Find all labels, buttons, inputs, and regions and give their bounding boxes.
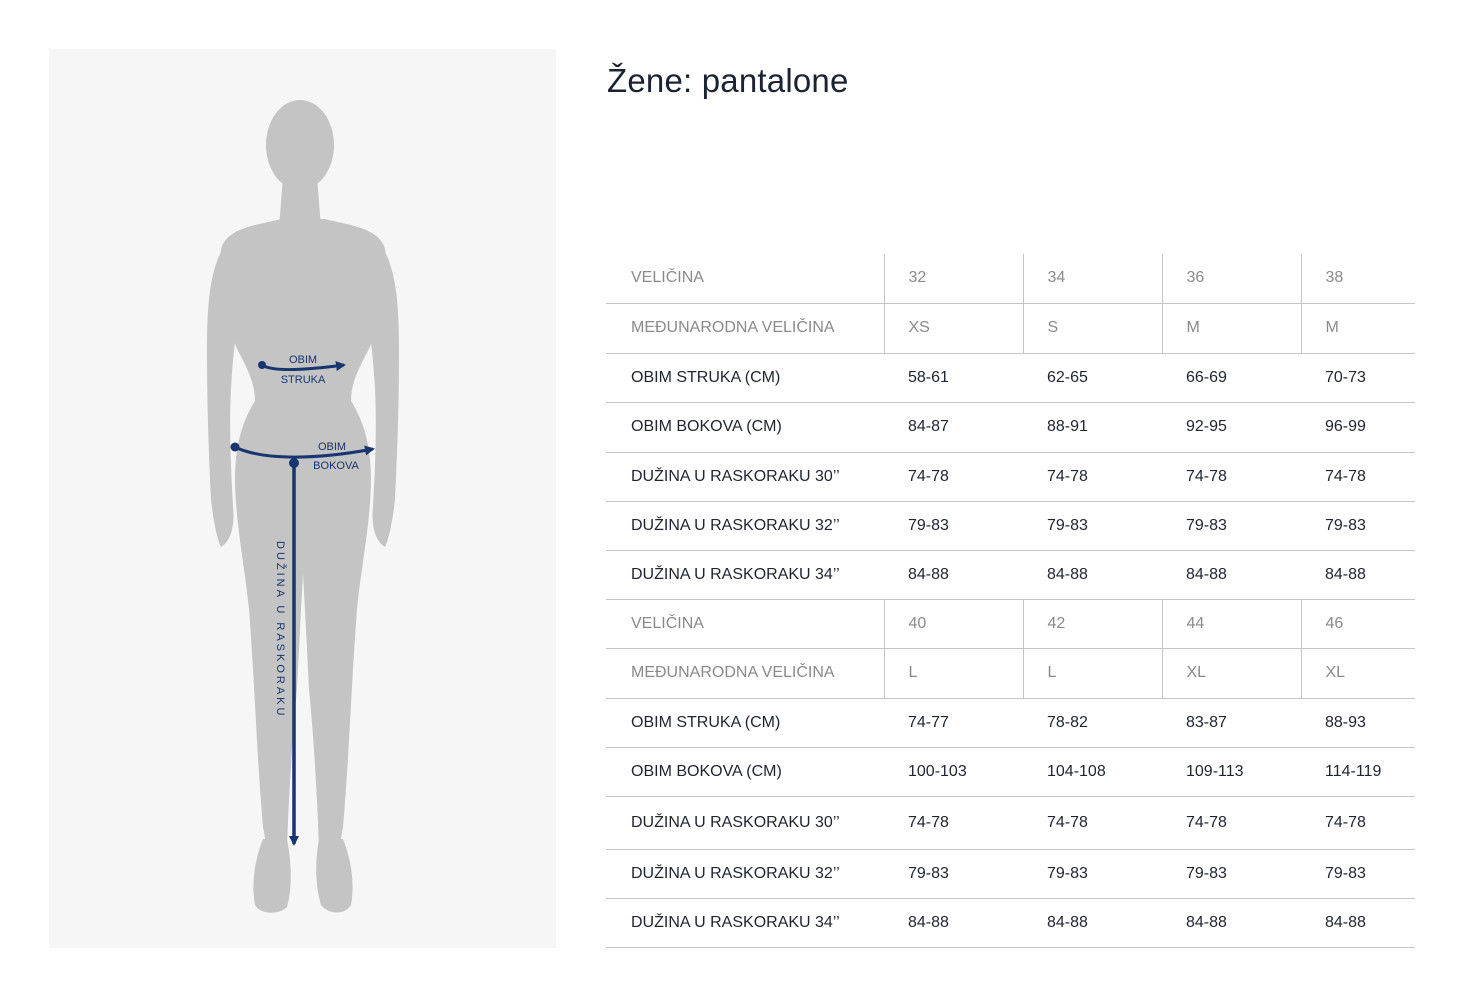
measurement-value: 84-88 bbox=[1162, 898, 1301, 947]
intl-size-label: MEĐUNARODNA VELIČINA bbox=[606, 303, 884, 353]
measurement-label: DUŽINA U RASKORAKU 30’’ bbox=[606, 796, 884, 849]
measurement-row bbox=[606, 353, 1415, 402]
intl-size-label: MEĐUNARODNA VELIČINA bbox=[606, 648, 884, 698]
measurement-row bbox=[606, 747, 1415, 796]
intl-size-row bbox=[606, 648, 1415, 698]
measurement-value: 74-78 bbox=[1162, 452, 1301, 501]
intl-size-value: S bbox=[1023, 303, 1162, 353]
measurement-value: 62-65 bbox=[1023, 353, 1162, 402]
size-value: 36 bbox=[1162, 254, 1301, 303]
measurement-row bbox=[606, 796, 1415, 849]
waist-start-dot bbox=[258, 361, 266, 369]
size-label: VELIČINA bbox=[606, 254, 884, 303]
intl-size-value: XL bbox=[1301, 648, 1415, 698]
size-value: 34 bbox=[1023, 254, 1162, 303]
measurement-value: 79-83 bbox=[1023, 501, 1162, 550]
intl-size-value: L bbox=[884, 648, 1023, 698]
body-silhouette bbox=[207, 100, 399, 913]
size-chart-table bbox=[606, 254, 1415, 948]
size-row bbox=[606, 254, 1415, 303]
measurement-row bbox=[606, 550, 1415, 599]
measurement-value: 84-88 bbox=[1301, 898, 1415, 947]
measurement-label: OBIM BOKOVA (CM) bbox=[606, 402, 884, 452]
size-value: 44 bbox=[1162, 599, 1301, 648]
hip-start-dot bbox=[231, 443, 240, 452]
measurement-value: 114-119 bbox=[1301, 747, 1415, 796]
measurement-label: DUŽINA U RASKORAKU 32’’ bbox=[606, 849, 884, 898]
measurement-value: 78-82 bbox=[1023, 698, 1162, 747]
measurement-value: 84-88 bbox=[1023, 550, 1162, 599]
measurement-value: 109-113 bbox=[1162, 747, 1301, 796]
body-figure-illustration bbox=[49, 49, 556, 948]
measurement-label: OBIM BOKOVA (CM) bbox=[606, 747, 884, 796]
hip-label-line1: OBIM bbox=[317, 441, 347, 453]
measurement-value: 84-88 bbox=[1023, 898, 1162, 947]
measurement-value: 74-78 bbox=[1162, 796, 1301, 849]
size-value: 46 bbox=[1301, 599, 1415, 648]
measurement-row bbox=[606, 698, 1415, 747]
measurement-value: 88-93 bbox=[1301, 698, 1415, 747]
measurement-value: 96-99 bbox=[1301, 402, 1415, 452]
figure-panel bbox=[49, 49, 556, 948]
measurement-label: DUŽINA U RASKORAKU 30’’ bbox=[606, 452, 884, 501]
measurement-row bbox=[606, 402, 1415, 452]
waist-label-line2: STRUKA bbox=[280, 374, 326, 386]
measurement-value: 79-83 bbox=[1023, 849, 1162, 898]
page-title: Žene: pantalone bbox=[607, 62, 849, 99]
measurement-value: 74-78 bbox=[1023, 796, 1162, 849]
size-row bbox=[606, 599, 1415, 648]
measurement-value: 83-87 bbox=[1162, 698, 1301, 747]
measurement-row bbox=[606, 849, 1415, 898]
inseam-start-dot bbox=[289, 458, 299, 468]
measurement-value: 79-83 bbox=[1301, 849, 1415, 898]
measurement-value: 84-88 bbox=[884, 550, 1023, 599]
measurement-label: OBIM STRUKA (CM) bbox=[606, 698, 884, 747]
intl-size-row bbox=[606, 303, 1415, 353]
measurement-value: 79-83 bbox=[1162, 501, 1301, 550]
measurement-value: 79-83 bbox=[1162, 849, 1301, 898]
measurement-value: 84-88 bbox=[884, 898, 1023, 947]
measurement-value: 84-88 bbox=[1162, 550, 1301, 599]
measurement-row bbox=[606, 501, 1415, 550]
measurement-value: 74-77 bbox=[884, 698, 1023, 747]
intl-size-value: L bbox=[1023, 648, 1162, 698]
measurement-value: 79-83 bbox=[1301, 501, 1415, 550]
measurement-value: 79-83 bbox=[884, 501, 1023, 550]
measurement-value: 74-78 bbox=[884, 796, 1023, 849]
size-label: VELIČINA bbox=[606, 599, 884, 648]
measurement-value: 74-78 bbox=[1301, 452, 1415, 501]
inseam-label: DUŽINA U RASKORAKU bbox=[274, 541, 286, 719]
measurement-value: 84-88 bbox=[1301, 550, 1415, 599]
measurement-label: DUŽINA U RASKORAKU 34’’ bbox=[606, 550, 884, 599]
measurement-value: 88-91 bbox=[1023, 402, 1162, 452]
size-value: 38 bbox=[1301, 254, 1415, 303]
measurement-value: 74-78 bbox=[884, 452, 1023, 501]
intl-size-value: M bbox=[1162, 303, 1301, 353]
size-value: 32 bbox=[884, 254, 1023, 303]
hip-label-line2: BOKOVA bbox=[313, 460, 359, 472]
intl-size-value: XL bbox=[1162, 648, 1301, 698]
measurement-row bbox=[606, 898, 1415, 947]
measurement-value: 74-78 bbox=[1023, 452, 1162, 501]
measurement-value: 100-103 bbox=[884, 747, 1023, 796]
measurement-row bbox=[606, 452, 1415, 501]
waist-label-line1: OBIM bbox=[288, 354, 318, 366]
size-value: 42 bbox=[1023, 599, 1162, 648]
size-value: 40 bbox=[884, 599, 1023, 648]
measurement-value: 66-69 bbox=[1162, 353, 1301, 402]
measurement-value: 79-83 bbox=[884, 849, 1023, 898]
measurement-label: DUŽINA U RASKORAKU 32’’ bbox=[606, 501, 884, 550]
intl-size-value: XS bbox=[884, 303, 1023, 353]
measurement-value: 92-95 bbox=[1162, 402, 1301, 452]
measurement-value: 84-87 bbox=[884, 402, 1023, 452]
intl-size-value: M bbox=[1301, 303, 1415, 353]
measurement-value: 74-78 bbox=[1301, 796, 1415, 849]
measurement-value: 70-73 bbox=[1301, 353, 1415, 402]
measurement-value: 58-61 bbox=[884, 353, 1023, 402]
measurement-label: DUŽINA U RASKORAKU 34’’ bbox=[606, 898, 884, 947]
measurement-value: 104-108 bbox=[1023, 747, 1162, 796]
measurement-label: OBIM STRUKA (CM) bbox=[606, 353, 884, 402]
